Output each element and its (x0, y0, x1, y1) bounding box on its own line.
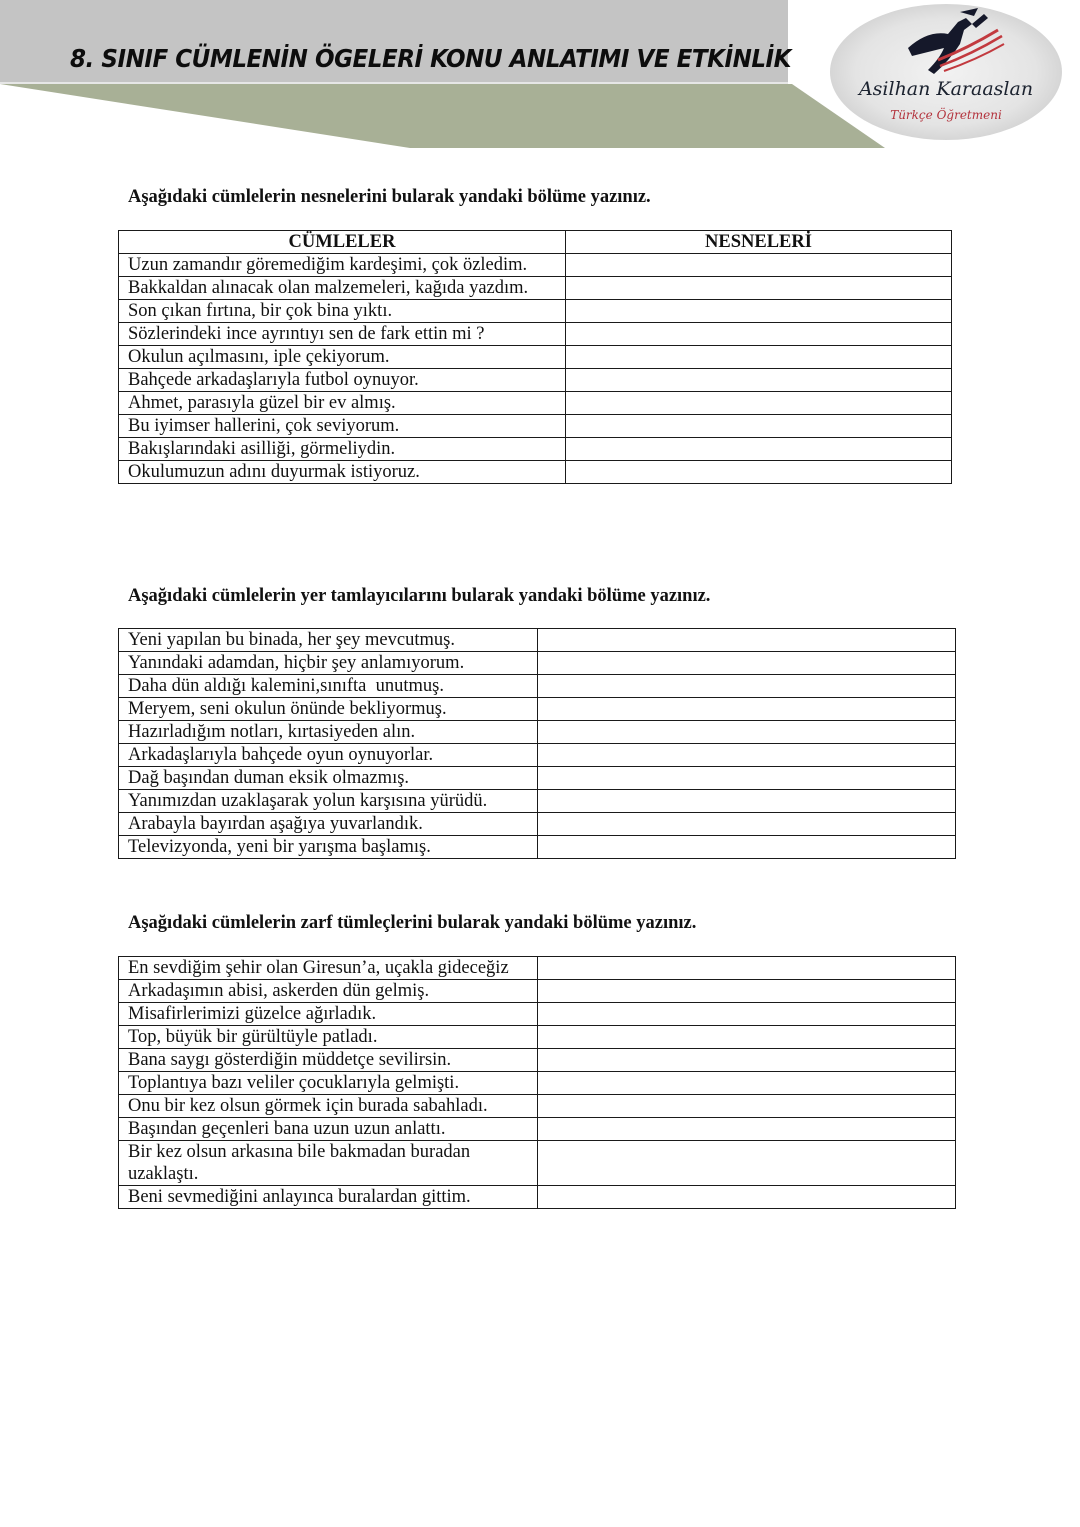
sentence-cell: Hazırladığım notları, kırtasiyeden alın. (119, 721, 538, 744)
answer-cell[interactable] (538, 1141, 956, 1186)
answer-cell[interactable] (566, 461, 952, 484)
table-row (119, 1072, 956, 1095)
sentence-cell: Televizyonda, yeni bir yarışma başlamış. (119, 836, 538, 859)
answer-cell[interactable] (538, 1003, 956, 1026)
answer-cell[interactable] (538, 629, 956, 652)
table-row (119, 1003, 956, 1026)
sentence-cell: Son çıkan fırtına, bir çok bina yıktı. (119, 300, 566, 323)
sentence-cell: Top, büyük bir gürültüyle patladı. (119, 1026, 538, 1049)
table-row (119, 836, 956, 859)
table-row (119, 1026, 956, 1049)
answer-cell[interactable] (538, 836, 956, 859)
answer-cell[interactable] (538, 1026, 956, 1049)
sentence-cell: Misafirlerimizi güzelce ağırladık. (119, 1003, 538, 1026)
teacher-logo (830, 4, 1062, 140)
sentence-cell: Toplantıya bazı veliler çocuklarıyla gelmişti. (119, 1072, 538, 1095)
table-row (119, 698, 956, 721)
sentence-cell: Bakışlarındaki asilliği, görmeliydin. (119, 438, 566, 461)
table-row (119, 744, 956, 767)
running-graduate-icon (888, 8, 1008, 80)
sentence-cell: Uzun zamandır göremediğim kardeşimi, çok özledim. (119, 254, 566, 277)
answer-cell[interactable] (538, 767, 956, 790)
sentence-cell: En sevdiğim şehir olan Giresun’a, uçakla gideceğiz (119, 957, 538, 980)
table-row (119, 721, 956, 744)
answer-cell[interactable] (566, 392, 952, 415)
sentence-cell: Arkadaşlarıyla bahçede oyun oynuyorlar. (119, 744, 538, 767)
header-banner (0, 0, 1080, 150)
sentence-cell: Yeni yapılan bu binada, her şey mevcutmuş. (119, 629, 538, 652)
sentence-cell: Bir kez olsun arkasına bile bakmadan buradan uzaklaştı. (119, 1141, 538, 1186)
answer-cell[interactable] (538, 1072, 956, 1095)
answer-cell[interactable] (538, 698, 956, 721)
answer-cell[interactable] (538, 652, 956, 675)
sentence-cell: Başından geçenleri bana uzun uzun anlattı. (119, 1118, 538, 1141)
sentence-cell: Daha dün aldığı kalemini,sınıfta unutmuş. (119, 675, 538, 698)
answer-cell[interactable] (538, 957, 956, 980)
table-row (119, 415, 952, 438)
table-row (119, 980, 956, 1003)
sentence-cell: Okulun açılmasını, iple çekiyorum. (119, 346, 566, 369)
answer-cell[interactable] (538, 721, 956, 744)
sentence-cell: Sözlerindeki ince ayrıntıyı sen de fark ettin mi ? (119, 323, 566, 346)
answer-cell[interactable] (538, 744, 956, 767)
sentence-cell: Dağ başından duman eksik olmazmış. (119, 767, 538, 790)
table-row (119, 767, 956, 790)
section-3-instruction: Aşağıdaki cümlelerin zarf tümleçlerini bularak yandaki bölüme yazınız. (128, 913, 697, 933)
sentence-cell: Meryem, seni okulun önünde bekliyormuş. (119, 698, 538, 721)
sentence-cell: Bahçede arkadaşlarıyla futbol oynuyor. (119, 369, 566, 392)
sentence-cell: Onu bir kez olsun görmek için burada sabahladı. (119, 1095, 538, 1118)
table-row (119, 1095, 956, 1118)
sentence-cell: Yanımızdan uzaklaşarak yolun karşısına yürüdü. (119, 790, 538, 813)
sentence-cell: Ahmet, parasıyla güzel bir ev almış. (119, 392, 566, 415)
table-row (119, 369, 952, 392)
table-row (119, 277, 952, 300)
column-header-sentences: CÜMLELER (119, 231, 566, 254)
answer-cell[interactable] (566, 323, 952, 346)
answer-cell[interactable] (566, 346, 952, 369)
answer-cell[interactable] (566, 277, 952, 300)
answer-cell[interactable] (538, 813, 956, 836)
table-row (119, 675, 956, 698)
answer-cell[interactable] (566, 254, 952, 277)
sentence-cell: Arabayla bayırdan aşağıya yuvarlandık. (119, 813, 538, 836)
sentence-cell: Bu iyimser hallerini, çok seviyorum. (119, 415, 566, 438)
table-row (119, 300, 952, 323)
answer-cell[interactable] (538, 1049, 956, 1072)
sentence-cell: Bana saygı gösterdiğin müddetçe sevilirsin. (119, 1049, 538, 1072)
sentence-cell: Arkadaşımın abisi, askerden dün gelmiş. (119, 980, 538, 1003)
objects-table (118, 230, 952, 484)
table-row (119, 323, 952, 346)
table-row (119, 1118, 956, 1141)
table-row (119, 254, 952, 277)
section-2-instruction: Aşağıdaki cümlelerin yer tamlayıcılarını bularak yandaki bölüme yazınız. (128, 586, 711, 606)
sentence-cell: Bakkaldan alınacak olan malzemeleri, kağıda yazdım. (119, 277, 566, 300)
logo-name: Asilhan Karaaslan (858, 78, 1034, 100)
sentence-cell: Okulumuzun adını duyurmak istiyoruz. (119, 461, 566, 484)
answer-cell[interactable] (538, 675, 956, 698)
column-header-objects: NESNELERİ (566, 231, 952, 254)
answer-cell[interactable] (538, 1118, 956, 1141)
page-title: 8. SINIF CÜMLENİN ÖGELERİ KONU ANLATIMI VE ETKİNLİK (70, 44, 792, 73)
table-row (119, 461, 952, 484)
table-row (119, 438, 952, 461)
sentence-cell: Beni sevmediğini anlayınca buralardan gittim. (119, 1186, 538, 1209)
table-header-row (119, 231, 952, 254)
answer-cell[interactable] (566, 438, 952, 461)
table-row (119, 652, 956, 675)
answer-cell[interactable] (538, 790, 956, 813)
adverbial-complements-table (118, 956, 956, 1209)
answer-cell[interactable] (566, 300, 952, 323)
table-row (119, 790, 956, 813)
table-row (119, 1141, 956, 1186)
section-1-instruction: Aşağıdaki cümlelerin nesnelerini bularak yandaki bölüme yazınız. (128, 187, 651, 207)
answer-cell[interactable] (566, 369, 952, 392)
sentence-cell: Yanındaki adamdan, hiçbir şey anlamıyorum. (119, 652, 538, 675)
logo-subtitle: Türkçe Öğretmeni (890, 108, 1002, 122)
answer-cell[interactable] (566, 415, 952, 438)
answer-cell[interactable] (538, 1186, 956, 1209)
table-row (119, 1186, 956, 1209)
table-row (119, 957, 956, 980)
table-row (119, 813, 956, 836)
table-row (119, 346, 952, 369)
table-row (119, 629, 956, 652)
table-row (119, 1049, 956, 1072)
answer-cell[interactable] (538, 980, 956, 1003)
table-row (119, 392, 952, 415)
place-complements-table (118, 628, 956, 859)
answer-cell[interactable] (538, 1095, 956, 1118)
